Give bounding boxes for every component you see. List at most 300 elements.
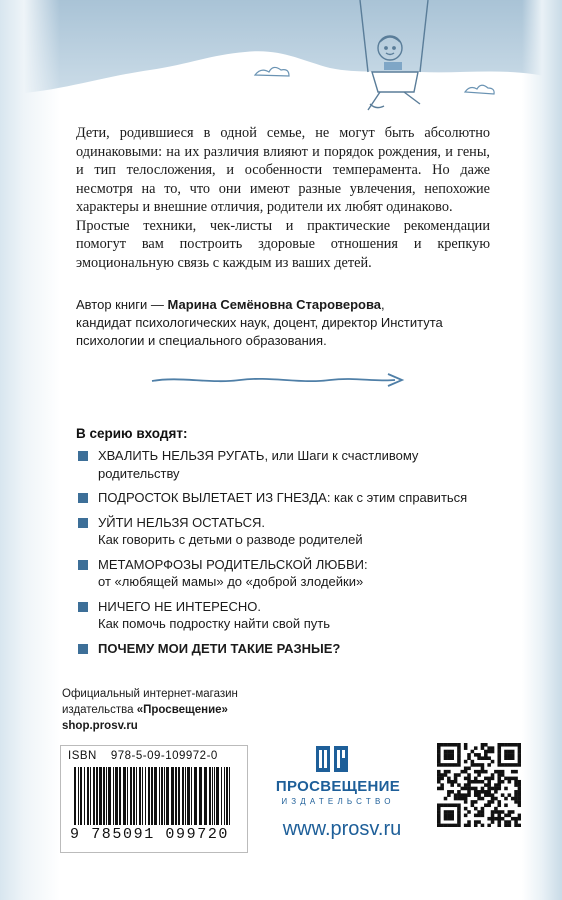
qr-module: [440, 763, 444, 767]
qr-module: [450, 743, 454, 747]
qr-module: [487, 756, 491, 760]
shop-url: shop.prosv.ru: [62, 720, 138, 732]
qr-module: [444, 770, 448, 774]
series-item-current: [76, 640, 496, 658]
qr-module: [481, 807, 485, 811]
qr-module: [487, 803, 491, 807]
qr-module: [437, 743, 441, 747]
shop-line-prefix: издательства: [62, 704, 137, 716]
qr-module: [437, 810, 441, 814]
qr-module: [508, 793, 512, 797]
qr-module: [494, 790, 498, 794]
series-list: [76, 447, 496, 664]
qr-module: [450, 817, 454, 821]
qr-module: [477, 770, 481, 774]
qr-module: [497, 763, 501, 767]
qr-module: [481, 810, 485, 814]
qr-module: [518, 746, 521, 750]
qr-module: [467, 820, 471, 824]
qr-module: [457, 783, 461, 787]
qr-module: [447, 750, 451, 754]
qr-module: [514, 797, 518, 801]
barcode-bar: [185, 767, 186, 825]
series-item-title: МЕТАМОРФОЗЫ РОДИТЕЛЬСКОЙ ЛЮБВИ:: [98, 556, 368, 572]
qr-module: [504, 753, 508, 757]
barcode-bar: [209, 767, 211, 825]
qr-module: [437, 760, 441, 764]
qr-module: [508, 814, 512, 818]
qr-module: [487, 746, 491, 750]
barcode-bar: [159, 767, 160, 825]
qr-module: [514, 770, 518, 774]
qr-module: [487, 777, 491, 781]
qr-module: [497, 746, 501, 750]
qr-module: [501, 773, 505, 777]
qr-module: [474, 793, 478, 797]
qr-module: [464, 770, 468, 774]
qr-module: [497, 817, 501, 821]
barcode-bar: [133, 767, 135, 825]
qr-module: [467, 810, 471, 814]
qr-module: [440, 824, 444, 827]
barcode-bar: [182, 767, 184, 825]
publisher-subtitle: ИЗДАТЕЛЬСТВО: [281, 797, 395, 806]
qr-module: [491, 746, 495, 750]
series-item: [76, 489, 496, 507]
qr-module: [437, 756, 441, 760]
qr-module: [457, 824, 461, 827]
qr-module: [484, 756, 488, 760]
qr-module: [471, 787, 475, 791]
qr-module: [450, 803, 454, 807]
qr-module: [450, 814, 454, 818]
qr-module: [481, 767, 485, 771]
isbn-label: ISBN: [68, 750, 97, 762]
qr-module: [511, 756, 515, 760]
qr-module: [461, 787, 465, 791]
qr-module: [454, 803, 458, 807]
qr-module: [467, 777, 471, 781]
qr-module: [511, 763, 515, 767]
qr-module: [491, 773, 495, 777]
barcode: [72, 767, 234, 825]
qr-module: [450, 780, 454, 784]
qr-module: [491, 787, 495, 791]
qr-module: [514, 820, 518, 824]
series-item-title: НИЧЕГО НЕ ИНТЕРЕСНО.: [98, 598, 261, 614]
qr-module: [501, 743, 505, 747]
wavy-divider: [150, 372, 410, 388]
qr-module: [491, 793, 495, 797]
barcode-bar: [90, 767, 91, 825]
series-item-subtitle: или Шаги к счастливому родительству: [98, 448, 419, 481]
qr-module: [497, 780, 501, 784]
qr-module: [481, 790, 485, 794]
shop-publisher-name: «Просвещение»: [136, 704, 228, 716]
qr-module: [457, 814, 461, 818]
qr-module: [454, 793, 458, 797]
qr-module: [464, 746, 468, 750]
barcode-bar: [115, 767, 118, 825]
barcode-bar: [127, 767, 128, 825]
qr-module: [457, 803, 461, 807]
qr-module: [494, 783, 498, 787]
qr-module: [457, 807, 461, 811]
qr-module: [464, 793, 468, 797]
qr-module: [518, 743, 521, 747]
barcode-bar: [194, 767, 197, 825]
qr-module: [477, 780, 481, 784]
qr-module: [477, 814, 481, 818]
qr-module: [487, 790, 491, 794]
author-suffix: ,: [381, 297, 385, 312]
qr-module: [467, 787, 471, 791]
barcode-bar: [178, 767, 180, 825]
qr-module: [461, 793, 465, 797]
qr-module: [504, 750, 508, 754]
qr-module: [497, 756, 501, 760]
qr-module: [497, 753, 501, 757]
qr-module: [487, 817, 491, 821]
qr-module: [440, 803, 444, 807]
qr-module: [514, 793, 518, 797]
barcode-bar: [151, 767, 153, 825]
qr-module: [450, 824, 454, 827]
qr-module: [487, 763, 491, 767]
qr-module: [447, 817, 451, 821]
barcode-bar: [103, 767, 105, 825]
barcode-bar: [161, 767, 163, 825]
qr-module: [440, 787, 444, 791]
qr-module: [508, 763, 512, 767]
qr-module: [494, 787, 498, 791]
qr-module: [497, 787, 501, 791]
barcode-digits: 9 785091 099720: [70, 826, 230, 843]
qr-module: [464, 807, 468, 811]
series-item: [76, 556, 496, 591]
square-bullet-icon: [78, 518, 88, 528]
qr-module: [477, 820, 481, 824]
qr-module: [474, 763, 478, 767]
shop-info: [62, 686, 238, 734]
qr-module: [437, 750, 441, 754]
qr-module: [518, 753, 521, 757]
qr-module: [514, 790, 518, 794]
barcode-bar: [84, 767, 85, 825]
qr-module: [447, 756, 451, 760]
qr-module: [494, 770, 498, 774]
qr-module: [467, 753, 471, 757]
qr-module: [447, 814, 451, 818]
qr-module: [511, 750, 515, 754]
qr-module: [477, 810, 481, 814]
qr-module: [504, 763, 508, 767]
qr-module: [467, 780, 471, 784]
barcode-bar: [78, 767, 79, 825]
qr-module: [477, 756, 481, 760]
qr-module: [437, 777, 441, 781]
qr-module: [481, 780, 485, 784]
qr-module: [497, 803, 501, 807]
qr-module: [437, 807, 441, 811]
qr-module: [514, 783, 518, 787]
qr-module: [477, 790, 481, 794]
barcode-bar: [87, 767, 89, 825]
qr-module: [467, 756, 471, 760]
series-item-title: ХВАЛИТЬ НЕЛЬЗЯ РУГАТЬ,: [98, 448, 269, 463]
qr-module: [444, 753, 448, 757]
qr-module: [450, 750, 454, 754]
qr-module: [518, 824, 521, 827]
qr-module: [454, 777, 458, 781]
qr-module: [481, 743, 485, 747]
qr-module: [484, 803, 488, 807]
qr-module: [444, 756, 448, 760]
qr-module: [447, 763, 451, 767]
qr-module: [497, 760, 501, 764]
qr-module: [471, 780, 475, 784]
cover-shading-left: [0, 0, 60, 900]
qr-module: [474, 820, 478, 824]
qr-module: [504, 814, 508, 818]
series-item: [76, 598, 496, 633]
qr-module: [504, 743, 508, 747]
qr-module: [504, 797, 508, 801]
qr-code: [437, 743, 521, 827]
qr-module: [477, 753, 481, 757]
author-info: [76, 296, 496, 350]
qr-module: [497, 800, 501, 804]
barcode-bar: [224, 767, 225, 825]
qr-module: [497, 820, 501, 824]
barcode-bar: [164, 767, 165, 825]
qr-module: [491, 814, 495, 818]
barcode-bar: [106, 767, 107, 825]
qr-module: [437, 763, 441, 767]
qr-module: [450, 756, 454, 760]
qr-module: [508, 810, 512, 814]
qr-module: [457, 756, 461, 760]
barcode-bar: [226, 767, 228, 825]
qr-module: [474, 787, 478, 791]
qr-module: [467, 790, 471, 794]
qr-module: [447, 743, 451, 747]
qr-module: [481, 787, 485, 791]
qr-module: [518, 817, 521, 821]
qr-module: [494, 810, 498, 814]
barcode-bar: [199, 767, 202, 825]
qr-module: [444, 810, 448, 814]
barcode-bar: [96, 767, 98, 825]
qr-module: [484, 753, 488, 757]
qr-module: [450, 810, 454, 814]
qr-module: [514, 780, 518, 784]
qr-module: [481, 824, 485, 827]
qr-module: [501, 780, 505, 784]
barcode-bar: [119, 767, 121, 825]
qr-module: [457, 797, 461, 801]
qr-module: [487, 824, 491, 827]
qr-module: [511, 797, 515, 801]
qr-module: [467, 767, 471, 771]
qr-module: [504, 777, 508, 781]
qr-module: [491, 760, 495, 764]
qr-module: [474, 753, 478, 757]
qr-module: [437, 787, 441, 791]
qr-module: [464, 814, 468, 818]
qr-module: [508, 756, 512, 760]
qr-module: [501, 793, 505, 797]
barcode-bar: [191, 767, 192, 825]
qr-module: [471, 750, 475, 754]
qr-module: [457, 763, 461, 767]
qr-module: [467, 773, 471, 777]
qr-module: [437, 770, 441, 774]
qr-module: [444, 750, 448, 754]
qr-module: [518, 787, 521, 791]
qr-module: [481, 746, 485, 750]
qr-module: [437, 780, 441, 784]
qr-module: [437, 824, 441, 827]
qr-module: [457, 753, 461, 757]
qr-module: [474, 777, 478, 781]
qr-module: [504, 820, 508, 824]
qr-module: [464, 800, 468, 804]
barcode-bar: [148, 767, 150, 825]
square-bullet-icon: [78, 451, 88, 461]
qr-module: [487, 780, 491, 784]
qr-module: [444, 814, 448, 818]
barcode-bar: [212, 767, 213, 825]
isbn-line: [68, 750, 218, 762]
qr-module: [487, 787, 491, 791]
series-item-subtitle: от «любящей мамы» до «доброй злодейки»: [98, 574, 364, 589]
barcode-bar: [214, 767, 215, 825]
author-name: Марина Семёновна Староверова: [167, 297, 381, 312]
barcode-bar: [123, 767, 126, 825]
qr-module: [511, 817, 515, 821]
qr-module: [511, 770, 515, 774]
qr-module: [464, 797, 468, 801]
qr-module: [454, 780, 458, 784]
barcode-bar: [175, 767, 177, 825]
qr-module: [444, 824, 448, 827]
qr-module: [464, 767, 468, 771]
qr-module: [440, 773, 444, 777]
qr-module: [447, 777, 451, 781]
qr-module: [491, 777, 495, 781]
publisher-website: www.prosv.ru: [282, 818, 402, 840]
qr-module: [447, 824, 451, 827]
qr-module: [518, 800, 521, 804]
qr-module: [464, 783, 468, 787]
qr-module: [457, 820, 461, 824]
qr-module: [464, 777, 468, 781]
qr-module: [514, 743, 518, 747]
qr-module: [464, 760, 468, 764]
qr-module: [487, 800, 491, 804]
qr-module: [508, 753, 512, 757]
qr-module: [481, 770, 485, 774]
description-paragraph: Дети, родившиеся в одной семье, не могут быть абсолютно одинаковыми: на их различия влияют и порядок рождения, и гены, и тип телосложения, и особенности темперамента. Но даже несмотря на то, что они имеют разные увлечения, непохожие характеры и внешние отличия, родители их любят одинаково.: [76, 125, 490, 215]
qr-module: [450, 763, 454, 767]
square-bullet-icon: [78, 493, 88, 503]
qr-module: [491, 810, 495, 814]
barcode-bar: [154, 767, 157, 825]
qr-module: [474, 770, 478, 774]
qr-module: [477, 763, 481, 767]
qr-module: [437, 753, 441, 757]
qr-module: [484, 770, 488, 774]
qr-module: [501, 770, 505, 774]
qr-module: [491, 800, 495, 804]
qr-module: [497, 770, 501, 774]
barcode-bar: [99, 767, 102, 825]
barcode-bar: [130, 767, 132, 825]
barcode-bar: [74, 767, 76, 825]
qr-module: [491, 817, 495, 821]
qr-module: [491, 820, 495, 824]
barcode-bar: [166, 767, 169, 825]
qr-module: [471, 763, 475, 767]
qr-module: [457, 810, 461, 814]
qr-module: [457, 750, 461, 754]
qr-module: [457, 793, 461, 797]
qr-module: [437, 817, 441, 821]
barcode-bar: [108, 767, 111, 825]
qr-module: [471, 803, 475, 807]
qr-module: [444, 797, 448, 801]
barcode-bar: [171, 767, 174, 825]
qr-module: [481, 763, 485, 767]
qr-module: [494, 807, 498, 811]
qr-module: [518, 783, 521, 787]
qr-module: [471, 760, 475, 764]
barcode-bar: [113, 767, 114, 825]
qr-module: [437, 803, 441, 807]
barcode-bar: [145, 767, 146, 825]
qr-module: [504, 824, 508, 827]
qr-module: [491, 797, 495, 801]
qr-module: [511, 743, 515, 747]
qr-module: [511, 753, 515, 757]
publisher-name: ПРОСВЕЩЕНИЕ: [275, 778, 401, 795]
author-credentials: кандидат психологических наук, доцент, директор Института психологии и специального образования.: [76, 315, 443, 348]
qr-module: [518, 793, 521, 797]
qr-module: [508, 824, 512, 827]
qr-module: [477, 793, 481, 797]
qr-module: [457, 743, 461, 747]
author-prefix: Автор книги —: [76, 297, 168, 312]
cover-shading-right: [522, 0, 562, 900]
barcode-bar: [136, 767, 137, 825]
series-item: [76, 514, 496, 549]
qr-module: [518, 790, 521, 794]
qr-module: [454, 797, 458, 801]
qr-module: [518, 750, 521, 754]
barcode-bar: [187, 767, 190, 825]
qr-module: [474, 814, 478, 818]
qr-module: [457, 790, 461, 794]
qr-module: [487, 783, 491, 787]
qr-module: [440, 783, 444, 787]
qr-module: [464, 824, 468, 827]
qr-module: [437, 746, 441, 750]
qr-module: [444, 763, 448, 767]
qr-module: [444, 743, 448, 747]
qr-module: [497, 783, 501, 787]
qr-module: [457, 760, 461, 764]
